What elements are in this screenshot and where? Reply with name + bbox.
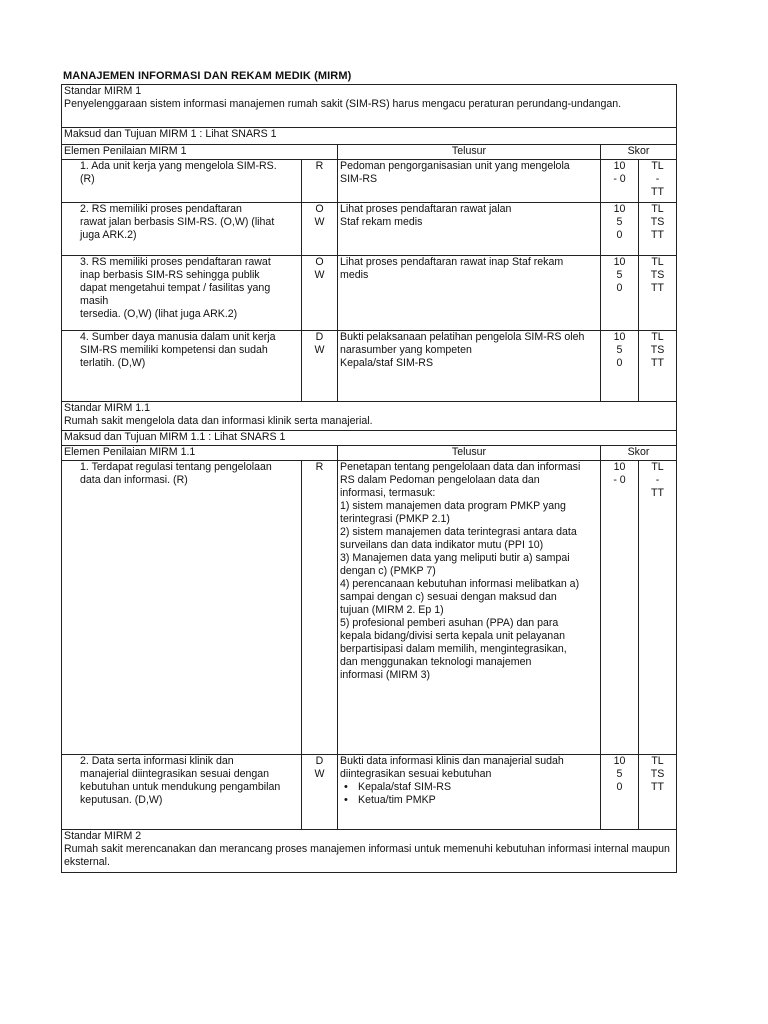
- code-cell: R: [302, 160, 338, 203]
- nilai-cell: TL TS TT: [639, 203, 677, 256]
- table-row: [62, 331, 677, 402]
- header-skor: Skor: [601, 145, 677, 160]
- standard-label: Standar MIRM 2: [64, 830, 142, 842]
- nilai-cell: TL TS TT: [639, 755, 677, 830]
- code-cell: R: [302, 461, 338, 755]
- standard-label: Standar MIRM 1: [64, 85, 142, 97]
- standard-text: Penyelenggaraan sistem informasi manajemen rumah sakit (SIM-RS) harus mengacu peraturan perundang-undangan.: [64, 98, 622, 110]
- standard-label: Standar MIRM 1.1: [64, 402, 150, 414]
- telusur-cell: Pedoman pengorganisasian unit yang mengelola SIM-RS: [338, 160, 601, 203]
- telusur-cell: Bukti pelaksanaan pelatihan pengelola SIM-RS oleh narasumber yang kompeten Kepala/staf SIM-RS: [338, 331, 601, 402]
- table-row: [62, 160, 677, 203]
- header-skor: Skor: [601, 446, 677, 461]
- document-title: MANAJEMEN INFORMASI DAN REKAM MEDIK (MIRM): [63, 70, 352, 82]
- standards-table: [61, 84, 677, 873]
- maksud-row: [62, 128, 677, 145]
- code-cell: O W: [302, 203, 338, 256]
- header-elemen: Elemen Penilaian MIRM 1: [62, 145, 338, 160]
- skor-cell: 10 5 0: [601, 256, 639, 331]
- nilai-cell: TL TS TT: [639, 256, 677, 331]
- standard-mirm-1-1: [62, 402, 677, 431]
- telusur-cell: Bukti data informasi klinis dan manajerial sudah diintegrasikan sesuai kebutuhan • Kepala/staf SIM-RS • Ketua/tim PMKP: [338, 755, 601, 830]
- table-row: [62, 203, 677, 256]
- telusur-cell: Lihat proses pendaftaran rawat inap Staf rekam medis: [338, 256, 601, 331]
- standard-text: Rumah sakit merencanakan dan merancang proses manajemen informasi untuk memenuhi kebutuhan informasi internal maupun eksternal.: [64, 843, 670, 868]
- list-item: • Ketua/tim PMKP: [358, 794, 598, 807]
- skor-cell: 10 5 0: [601, 203, 639, 256]
- code-cell: D W: [302, 331, 338, 402]
- table-row: [62, 461, 677, 755]
- code-cell: O W: [302, 256, 338, 331]
- skor-cell: 10 - 0: [601, 160, 639, 203]
- list-item: • Kepala/staf SIM-RS: [358, 781, 598, 794]
- header-telusur: Telusur: [338, 145, 601, 160]
- telusur-cell: Lihat proses pendaftaran rawat jalan Staf rekam medis: [338, 203, 601, 256]
- telusur-cell: Penetapan tentang pengelolaan data dan informasi RS dalam Pedoman pengelolaan data dan informasi, termasuk: 1) sistem manajemen data program PMKP yang terintegrasi (PMKP 2.1) 2) sistem manajemen data terintegrasi antara data surveilans dan data indikator mutu (PPI 10) 3) Manajemen data yang meliputi butir a) sampai dengan c) (PMKP 7) 4) perencanaan kebutuhan informasi melibatkan a) sampai dengan c) sesuai dengan maksud dan tujuan (MIRM 2. Ep 1) 5) profesional pemberi asuhan (PPA) dan para kepala bidang/divisi serta kepala unit pelayanan berpartisipasi dalam memilih, mengintegrasikan, dan menggunakan teknologi manajemen informasi (MIRM 3): [338, 461, 601, 755]
- maksud-text: Maksud dan Tujuan MIRM 1 : Lihat SNARS 1: [62, 128, 677, 145]
- skor-cell: 10 5 0: [601, 755, 639, 830]
- maksud-text: Maksud dan Tujuan MIRM 1.1 : Lihat SNARS 1: [62, 431, 677, 446]
- standard-text: Rumah sakit mengelola data dan informasi klinik serta manajerial.: [64, 415, 373, 427]
- header-row: [62, 446, 677, 461]
- header-elemen: Elemen Penilaian MIRM 1.1: [62, 446, 338, 461]
- elemen-cell: 1. Terdapat regulasi tentang pengelolaan data dan informasi. (R): [62, 461, 302, 755]
- elemen-cell: 2. RS memiliki proses pendaftaran rawat jalan berbasis SIM-RS. (O,W) (lihat juga ARK.2): [62, 203, 302, 256]
- maksud-row: [62, 431, 677, 446]
- elemen-cell: 2. Data serta informasi klinik dan manajerial diintegrasikan sesuai dengan kebutuhan untuk mendukung pengambilan keputusan. (D,W): [62, 755, 302, 830]
- code-cell: D W: [302, 755, 338, 830]
- nilai-cell: TL - TT: [639, 461, 677, 755]
- header-telusur: Telusur: [338, 446, 601, 461]
- elemen-cell: 3. RS memiliki proses pendaftaran rawat inap berbasis SIM-RS sehingga publik dapat mengetahui tempat / fasilitas yang masih tersedia. (O,W) (lihat juga ARK.2): [62, 256, 302, 331]
- skor-cell: 10 - 0: [601, 461, 639, 755]
- nilai-cell: TL TS TT: [639, 331, 677, 402]
- telusur-bullet-list: [340, 781, 598, 807]
- header-row: [62, 145, 677, 160]
- table-row: [62, 755, 677, 830]
- table-row: [62, 256, 677, 331]
- nilai-cell: TL - TT: [639, 160, 677, 203]
- skor-cell: 10 5 0: [601, 331, 639, 402]
- standard-mirm-1: [62, 85, 677, 128]
- elemen-cell: 4. Sumber daya manusia dalam unit kerja SIM-RS memiliki kompetensi dan sudah terlatih. (D,W): [62, 331, 302, 402]
- standard-mirm-2: [62, 830, 677, 873]
- elemen-cell: 1. Ada unit kerja yang mengelola SIM-RS. (R): [62, 160, 302, 203]
